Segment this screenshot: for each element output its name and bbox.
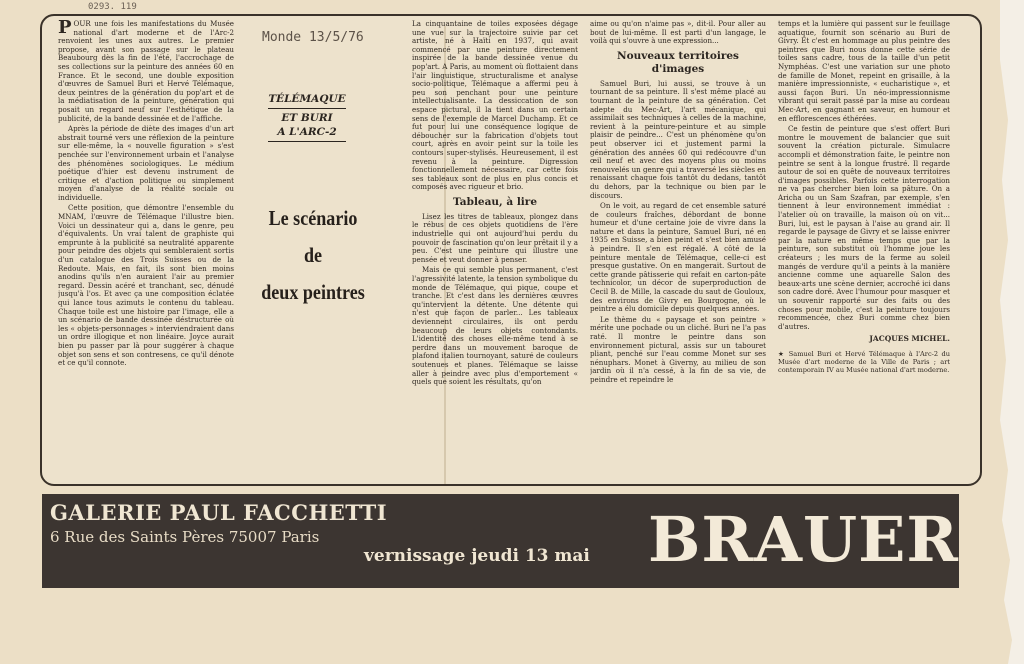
- subhead-line-2: d'images: [651, 62, 705, 75]
- opening-date: vernissage jeudi 13 mai: [364, 546, 590, 566]
- column2-paragraph-3: Mais ce qui semble plus permanent, c'est l'agressivité latente, la tension symbolique du monde de Télémaque, qui pique, coupe et tranche. Et c'est dans les dernières œuvres qu'intervient la détente. Une détente qui n'est que façon de parler... Les tableaux deviennent circulaires, ils ont perdu beaucoup de leurs objets contondants. L'identité des choses elle-même tend à se perdre dans un mouvement baroque de plafond italien tournoyant, saturé de couleurs soutenues et planes. Télémaque se laisse aller à peindre avec plus d'emportement « quels que soient les résultats, qu'on: [412, 265, 578, 387]
- article-column-1: [58, 20, 234, 468]
- kicker-line-3: A L'ARC-2: [277, 126, 337, 138]
- column2-paragraph-1: La cinquantaine de toiles exposées dégage une vue sur la trajectoire suivie par cet artiste, né à Haïti en 1937, qui avait commencé par une peinture directement inspirée de la bande dessinée venue du pop'art. A Paris, au moment où flottaient dans l'air linguistique, structuralisme et analyse socio-politique, Télémaque a affermi peu à peu son penchant pour une peinture intellectualisante. La dessiccation de son espace pictural, il la tient dans un certain sens de l'exemple de Marcel Duchamp. Et ce fut pour lui une conséquence logique de déboucher sur la fabrication d'objets tout court, après en avoir peint sur la toile les contours super-stylisés. Heureusement, il est revenu à la peinture. Digression fonctionnellement nécessaire, car cette fois ses tableaux sont de plus en plus concis et composés avec rigueur et brio.: [412, 20, 578, 192]
- gallery-address: 6 Rue des Saints Pères 75007 Paris: [50, 528, 320, 546]
- kicker-rule: [268, 108, 346, 109]
- column3-paragraph-1: aime ou qu'on n'aime pas », dit-il. Pour aller au bout de lui-même. Il est parti d'un langage, le voilà qui s'ouvre à une expression...: [590, 20, 766, 46]
- kicker-line-1: TÉLÉMAQUE: [268, 93, 346, 105]
- column4-paragraph-2: Ce festin de peinture que s'est offert Buri montre le mouvement de balancier que suit souvent la création picturale. Simulacre accompli et démonstration faite, le peintre non peintre se sent à la longue frustré. Il regarde autour de soi en quête de nouveaux territoires d'images possibles. Parfois cette interrogation ne va pas chercher bien loin sa pâture. On a Aricha ou un Sam Szafran, par exemple, s'en tiennent à leur environnement immédiat : l'atelier où on travaille, la maison où on vit... Buri, lui, est le paysan à l'aise au grand air. Il regarde le paysage de Givry et se laisse enivrer par la nature en même temps que par la peinture, son substitut où l'homme joue les créateurs ; les murs de la ferme au soleil mangés de verdure qu'il a peints à la manière ancienne comme une aquarelle Salon des beaux-arts une scène dernier, accroché ici dans son cadre doré. Avec l'humour pour masquer et un souvenir rapporté sur des faits ou des choses pour mobile, c'est la peinture toujours recommencée, chez Buri comme chez bien d'autres.: [778, 124, 950, 331]
- column1-p1-text: OUR une fois les manifestations du Musée national d'art moderne et de l'Arc-2 renvoient les unes aux autres. Le premier propose, avant son passage sur le plateau Beaubourg dès la fin de l'été, l'accrochage de ses collections sur la peinture des années 60 en France. Et le second, une double exposition d'œuvres de Samuel Buri et Hervé Télémaque, deux peintres de la génération du pop'art et de la médiatisation de la peinture, génération qui posait un regard neuf sur l'esthétique de la publicité, de la bande dessinée et de l'affiche.: [58, 20, 234, 123]
- column1-paragraph-1: [58, 20, 234, 123]
- article-column-2: [412, 20, 578, 468]
- headline-line-2: de: [303, 243, 323, 267]
- top-code-annotation: 0293. 119: [88, 2, 137, 12]
- column3-paragraph-3: On le voit, au regard de cet ensemble saturé de couleurs fraîches, débordant de bonne humeur et d'une certaine joie de vivre dans la nature et dans la peinture, Samuel Buri, né en 1935 en Suisse, a bien peint et s'est bien amusé à peindre. Il s'en est régalé. A côté de la peinture mentale de Télémaque, celle-ci est presque gustative. On en mangerait. Surtout de cette grande pâtisserie qui refait en carton-pâte technicolor, un décor de superproduction de Cecil B. de Mille, la cascade du saut de Gouloux, des environs de Givry en Bourgogne, où le peintre a élu domicile depuis quelques années.: [590, 201, 766, 314]
- column2-paragraph-2: Lisez les titres de tableaux, plongez dans le rébus de ces objets quotidiens de l'ère industrielle qui ont aujourd'hui perdu du pouvoir de fascination qu'on leur prêtait il y a peu. C'est une peinture qui illustre une pensée et veut donner à penser.: [412, 211, 578, 264]
- headline-line-3: deux peintres: [261, 280, 365, 304]
- author-byline: JACQUES MICHEL.: [869, 334, 950, 344]
- column3-paragraph-2: Samuel Buri, lui aussi, se trouve à un tournant de sa peinture. Il s'est même placé au tournant de la peinture de sa génération. Cet adepte du Mec-Art, l'art mécanique, qui assimilait ses techniques à celles de la machine, revient à la peinture-peinture et au simple plaisir de peindre... C'est un phénomène qu'on peut observer ici et justement parmi la génération des années 60 qui redécouvre d'un œil neuf et avec des moyens plus ou moins renouvelés un genre qui a traversé les siècles en renaissant chaque fois tantôt du dedans, tantôt du dehors, par la technique ou bien par le discours.: [590, 78, 766, 200]
- kicker-rule-bottom: [268, 141, 346, 142]
- exhibition-footnote: ★ Samuel Buri et Hervé Télémaque à l'Arc-2 du Musée d'art moderne de la Ville de Paris ; art contemporain IV au Musée national d'art moderne.: [778, 349, 950, 374]
- artist-name: BRAUER: [648, 503, 959, 576]
- article-kicker: [268, 92, 346, 144]
- gallery-name: GALERIE PAUL FACCHETTI: [50, 500, 388, 525]
- column3-paragraph-4: Le thème du « paysage et son peintre » mérite une pochade ou un cliché. Buri ne l'a pas raté. Il montre le peintre dans son environnement pictural, assis sur un tabouret pliant, penché sur l'eau comme Monet sur ses nénuphars. Monet à Giverny, au milieu de son jardin où il n'a cessé, à la fin de sa vie, de peindre et repeindre le: [590, 314, 766, 384]
- gallery-advertisement: [42, 494, 959, 588]
- article-headline: [257, 200, 369, 311]
- subhead-tableau-a-lire: Tableau, à lire: [452, 195, 538, 208]
- article-column-3: [590, 20, 766, 468]
- subhead-line-1: Nouveaux territoires: [617, 49, 739, 62]
- article-column-4: [778, 20, 950, 472]
- kicker-line-2: ET BURI: [281, 112, 333, 124]
- source-date-annotation: Monde 13/5/76: [262, 30, 364, 45]
- headline-line-1: Le scénario: [268, 206, 358, 230]
- column4-paragraph-1: temps et la lumière qui passent sur le feuillage aquatique, fournit son scénario au Buri de Givry. Et c'est en hommage au plus peintre des peintres que Buri nous donne cette série de toiles sans cadre, tous de la taille d'un petit Nymphéas. C'est une variation sur une photo de famille de Monet, repeint en grisaille, à la manière impressionniste, « eucharistique », et aussi façon Buri. Un néo-impressionnisme vibrant qui serait passé par la mise au cordeau Mec-Art, en gagnant en saveur, en humour et en efflorescences éthérées.: [778, 20, 950, 123]
- column1-paragraph-2: Après la période de diète des images d'un art abstrait tourné vers une réflexion de la peinture sur elle-même, la « nouvelle figuration » s'est penchée sur l'environnement urbain et l'analyse des phénomènes sociologiques. Le médium poétique d'hier est devenu instrument de critique et d'action politique ou simplement moyen d'analyse de la réalité sociale ou individuelle.: [58, 124, 234, 202]
- drop-cap: P: [58, 20, 72, 38]
- column1-paragraph-3: Cette position, que démontre l'ensemble du MNAM, l'œuvre de Télémaque l'illustre bien. Voici un dessinateur qui a, dans le genre, peu d'équivalents. Un vrai talent de graphiste qui emprunte à la publicité sa neutralité apparente pour peindre des objets qui sembleraient sortis d'un catalogue des Trois Suisses ou de la Redoute. Mais, en fait, ils sont bien moins anodins qu'ils n'en auraient l'air au premier regard. Dessin acéré et tranchant, sec, dénudé jusqu'à l'os. Et avec ça une composition éclatée qui lance tous azimuts le contenu du tableau. Chaque toile est une histoire par l'image, elle a un scénario de bande dessinée déstructurée où les « objets-personnages » interviendraient dans un ordre illogique et non linéaire. Joyce aurait bien pu passer par là pour suggérer à chaque objet son sens et son contresens, ce qu'il dénote et ce qu'il connote.: [58, 203, 234, 368]
- subhead-nouveaux-territoires: [590, 50, 766, 76]
